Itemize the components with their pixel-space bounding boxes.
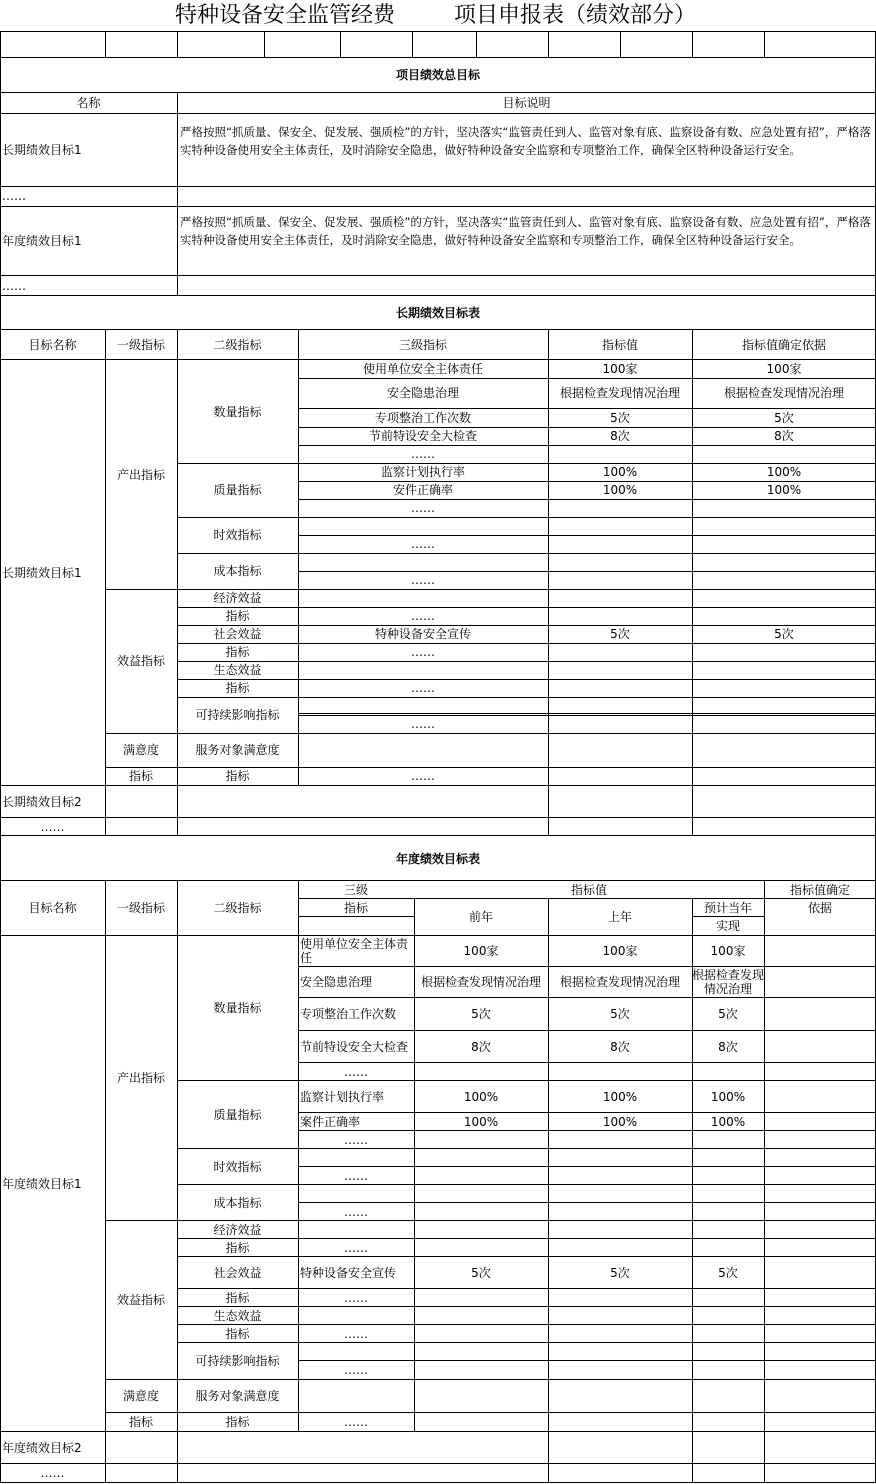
lt-header-basis: 指标值确定依据	[741, 337, 826, 352]
lt-cost-ellipsis: ……	[411, 573, 435, 587]
lt-r6-basis: 100%	[766, 483, 802, 497]
yt-header-basis-a: 指标值确定	[789, 882, 850, 897]
grid-line-v	[340, 31, 341, 58]
lt-r2-name: 安全隐患治理	[386, 386, 459, 400]
grid-line-h	[0, 817, 876, 818]
yt-r1-prev: 100家	[463, 944, 499, 958]
grid-line-h	[298, 1342, 876, 1343]
grid-line-v	[264, 31, 265, 58]
yt-r4-expect: 8次	[718, 1039, 738, 1054]
yt-header-last: 上年	[607, 910, 632, 924]
grid-line-h	[298, 1306, 876, 1307]
grid-line-h	[298, 697, 876, 698]
yt-economic-benefit: 经济效益	[213, 1222, 262, 1237]
lt-r5-basis: 100%	[766, 465, 802, 479]
lt-header-level2: 二级指标	[213, 337, 262, 352]
yt-r1-last: 100家	[602, 944, 638, 958]
sheet-title-right: 项目申报表（绩效部分）	[453, 3, 696, 28]
yt-satisfaction-indicator-1: 指标	[128, 1415, 153, 1429]
grid-line-h	[298, 661, 876, 662]
grid-line-h	[298, 1379, 876, 1380]
lt-header-goal: 目标名称	[28, 337, 77, 352]
grid-line-h	[298, 553, 876, 554]
yt-r3-prev: 5次	[471, 1007, 491, 1021]
grid-line-h	[298, 713, 876, 714]
yt-r4-name: 节前特设安全大检查	[300, 1039, 409, 1054]
yt-timeliness-indicator: 时效指标	[213, 1159, 262, 1174]
yt-r7-expect: 5次	[718, 1265, 738, 1280]
yt-service-satisfaction: 服务对象满意度	[195, 1389, 280, 1403]
lt-r3-basis: 5次	[774, 411, 794, 425]
grid-line-v	[412, 31, 413, 58]
yt-r5-expect: 100%	[710, 1089, 746, 1104]
yt-cost-ellipsis: ……	[344, 1204, 368, 1219]
yt-header-level3-b: 指标	[343, 900, 368, 915]
yt-header-prev: 前年	[468, 910, 493, 924]
yt-benefit-indicator: 效益指标	[116, 1293, 165, 1307]
yt-r5-last: 100%	[602, 1089, 638, 1104]
grid-line-h	[298, 1148, 876, 1149]
lt-goal2: 长期绩效目标2	[2, 794, 82, 809]
grid-line-h	[0, 1431, 876, 1432]
yt-r3-name: 专项整治工作次数	[300, 1007, 397, 1021]
lt-r5-name: 监察计划执行率	[380, 465, 465, 479]
lt-benefit-indicator: 效益指标	[116, 654, 165, 668]
yt-r4-prev: 8次	[471, 1039, 491, 1054]
yt-r2-expect: 根据检查发现情况治理	[692, 968, 764, 996]
lt-quality-ellipsis: ……	[411, 501, 435, 515]
grid-line-v	[105, 31, 106, 58]
grid-line-h	[0, 1482, 876, 1483]
year-table-heading: 年度绩效目标表	[395, 851, 480, 866]
lt-r7-value: 5次	[610, 627, 630, 641]
lt-social-ellipsis: ……	[411, 645, 435, 659]
yt-social-benefit: 社会效益	[213, 1265, 262, 1280]
grid-line-h	[0, 1463, 876, 1464]
lt-timeliness-ellipsis: ……	[411, 537, 435, 551]
grid-line-h	[0, 31, 876, 32]
grid-line-v	[476, 31, 477, 58]
lt-economic-ellipsis: ……	[411, 609, 435, 623]
lt-quality-indicator: 质量指标	[213, 483, 262, 497]
grid-line-h	[298, 589, 876, 590]
lt-header-value: 指标值	[601, 337, 638, 352]
yt-economic-ellipsis: ……	[344, 1240, 368, 1255]
yt-header-level2: 二级指标	[213, 901, 262, 915]
lt-cost-indicator: 成本指标	[213, 564, 262, 578]
lt-service-satisfaction: 服务对象满意度	[195, 743, 280, 757]
year-goal-name: 年度绩效目标1	[2, 234, 82, 248]
grid-line-v	[177, 92, 178, 296]
grid-line-h	[298, 916, 415, 917]
lt-header-level3: 三级指标	[398, 337, 447, 352]
yt-goal2: 年度绩效目标2	[2, 1440, 82, 1455]
yt-r1-expect: 100家	[710, 944, 746, 958]
yt-economic-indicator: 指标	[225, 1240, 250, 1255]
lt-r5-value: 100%	[602, 465, 638, 479]
yt-r2-name: 安全隐患治理	[300, 975, 373, 989]
yt-satisfaction-indicator-2: 指标	[225, 1415, 250, 1429]
lt-sustainable-ellipsis: ……	[411, 717, 435, 731]
yt-r7-prev: 5次	[471, 1265, 491, 1280]
grid-line-h	[0, 785, 876, 786]
yt-goal1: 年度绩效目标1	[2, 1176, 82, 1191]
lt-quantity-ellipsis: ……	[411, 447, 435, 461]
long-goal-name: 长期绩效目标1	[2, 143, 82, 157]
lt-ecological-benefit: 生态效益	[213, 663, 262, 677]
yt-r7-last: 5次	[610, 1265, 630, 1280]
yt-r3-expect: 5次	[718, 1007, 738, 1021]
yt-r6-last: 100%	[602, 1114, 638, 1129]
grid-line-v	[620, 31, 621, 58]
grid-line-v	[692, 31, 693, 58]
yt-output-indicator: 产出指标	[116, 1071, 165, 1085]
grid-line-h	[298, 517, 876, 518]
lt-satisfaction-indicator-1: 指标	[128, 769, 153, 783]
lt-r3-name: 专项整治工作次数	[374, 411, 471, 425]
yt-cost-indicator: 成本指标	[213, 1195, 262, 1210]
lt-timeliness-indicator: 时效指标	[213, 528, 262, 542]
lt-economic-indicator: 指标	[225, 609, 250, 623]
yt-sustainable-indicator: 可持续影响指标	[195, 1354, 280, 1368]
grid-line-h	[0, 835, 876, 836]
yt-header-level3-a: 三级	[343, 882, 368, 897]
lt-r4-value: 8次	[610, 429, 630, 443]
lt-r1-basis: 100家	[766, 362, 802, 376]
lt-r7-basis: 5次	[774, 627, 794, 641]
yt-header-basis-b: 依据	[807, 900, 832, 915]
lt-satisfaction: 满意度	[122, 743, 159, 757]
lt-r1-value: 100家	[602, 362, 638, 376]
yt-quantity-ellipsis: ……	[344, 1064, 368, 1079]
lt-r2-basis: 根据检查发现情况治理	[723, 386, 844, 400]
lt-goal1: 长期绩效目标1	[2, 565, 82, 580]
yt-r5-name: 监察计划执行率	[300, 1089, 385, 1104]
lt-quantity-indicator: 数量指标	[213, 404, 262, 419]
lt-r6-value: 100%	[602, 483, 638, 497]
yt-r2-prev: 根据检查发现情况治理	[420, 975, 541, 989]
yt-social-ellipsis: ……	[344, 1290, 368, 1305]
lt-ecological-ellipsis: ……	[411, 681, 435, 695]
yt-header-expect-a: 预计当年	[703, 900, 752, 915]
yt-header-goal: 目标名称	[28, 901, 77, 915]
col-name-header: 名称	[76, 96, 101, 110]
sheet-title-left: 特种设备安全监管经费	[174, 3, 395, 28]
yt-header-expect-b: 实现	[715, 918, 740, 933]
yt-r6-prev: 100%	[463, 1114, 499, 1129]
grid-line-h	[298, 733, 876, 734]
lt-economic-benefit: 经济效益	[213, 591, 262, 605]
lt-satisfaction-ellipsis: ……	[411, 769, 435, 783]
yt-goal-ellipsis: ……	[40, 1466, 65, 1480]
lt-sustainable-indicator: 可持续影响指标	[195, 708, 280, 722]
lt-r4-basis: 8次	[774, 429, 794, 443]
long-table-heading: 长期绩效目标表	[395, 305, 480, 320]
lt-output-indicator: 产出指标	[116, 467, 165, 482]
lt-r6-name: 安件正确率	[392, 483, 453, 497]
lt-goal-ellipsis: ……	[40, 820, 65, 834]
yt-quality-ellipsis: ……	[344, 1132, 368, 1147]
grid-line-h	[298, 1184, 876, 1185]
lt-r7-name: 特种设备安全宣传	[374, 627, 471, 641]
grid-line-v	[764, 31, 765, 58]
year-goal-description: 严格按照“抓质量、保安全、促发展、强质检”的方针，坚决落实“监管责任到人、监管对象有底、监察设备有数、应急处置有招”，严格落实特种设备使用安全主体责任，及时消除安全隐患，做好特种设备安全监察和专项整治工作，确保全区特种设备运行安全。	[180, 215, 871, 247]
yt-header-value: 指标值	[570, 882, 607, 897]
yt-sustainable-ellipsis: ……	[344, 1363, 368, 1377]
overall-heading: 项目绩效总目标	[395, 68, 480, 82]
lt-social-benefit: 社会效益	[213, 627, 262, 641]
grid-line-h	[298, 1220, 876, 1221]
yt-r4-last: 8次	[610, 1039, 630, 1054]
yt-ecological-ellipsis: ……	[344, 1326, 368, 1341]
yt-r6-name: 案件正确率	[300, 1114, 361, 1129]
yt-r1-name: 使用单位安全主体责任	[300, 937, 409, 965]
overall-ellipsis-1: ……	[2, 189, 26, 203]
lt-ecological-indicator: 指标	[225, 681, 250, 695]
overall-ellipsis-2: ……	[2, 278, 26, 293]
yt-r3-last: 5次	[610, 1007, 630, 1021]
long-goal-description: 严格按照“抓质量、保安全、促发展、强质检”的方针，坚决落实“监管责任到人、监管对象有底、监察设备有数、应急处置有招”，严格落实特种设备使用安全主体责任，及时消除安全隐患，做好特种设备安全监察和专项整治工作，确保全区特种设备运行安全。	[180, 125, 871, 157]
yt-r5-prev: 100%	[463, 1089, 499, 1104]
yt-quality-indicator: 质量指标	[213, 1107, 262, 1122]
col-desc-header: 目标说明	[502, 96, 551, 110]
lt-r2-value: 根据检查发现情况治理	[559, 386, 680, 400]
lt-r3-value: 5次	[610, 411, 630, 425]
yt-ecological-indicator: 指标	[225, 1326, 250, 1341]
yt-quantity-indicator: 数量指标	[213, 1001, 262, 1015]
yt-satisfaction: 满意度	[122, 1389, 159, 1403]
yt-header-level1: 一级指标	[116, 901, 165, 915]
lt-header-level1: 一级指标	[116, 337, 165, 352]
yt-satisfaction-ellipsis: ……	[344, 1415, 368, 1429]
yt-r2-last: 根据检查发现情况治理	[559, 975, 680, 989]
grid-line-v	[548, 31, 549, 58]
yt-r6-expect: 100%	[710, 1114, 746, 1129]
grid-line-v	[764, 880, 765, 1483]
yt-social-indicator: 指标	[225, 1290, 250, 1305]
lt-social-indicator: 指标	[225, 645, 250, 659]
lt-satisfaction-indicator-2: 指标	[225, 769, 250, 783]
grid-line-v	[177, 31, 178, 58]
yt-r7-name: 特种设备安全宣传	[300, 1265, 397, 1280]
lt-r4-name: 节前特设安全大检查	[368, 429, 477, 443]
yt-timeliness-ellipsis: ……	[344, 1168, 368, 1183]
lt-r1-name: 使用单位安全主体责任	[362, 362, 483, 376]
yt-ecological-benefit: 生态效益	[213, 1308, 262, 1323]
